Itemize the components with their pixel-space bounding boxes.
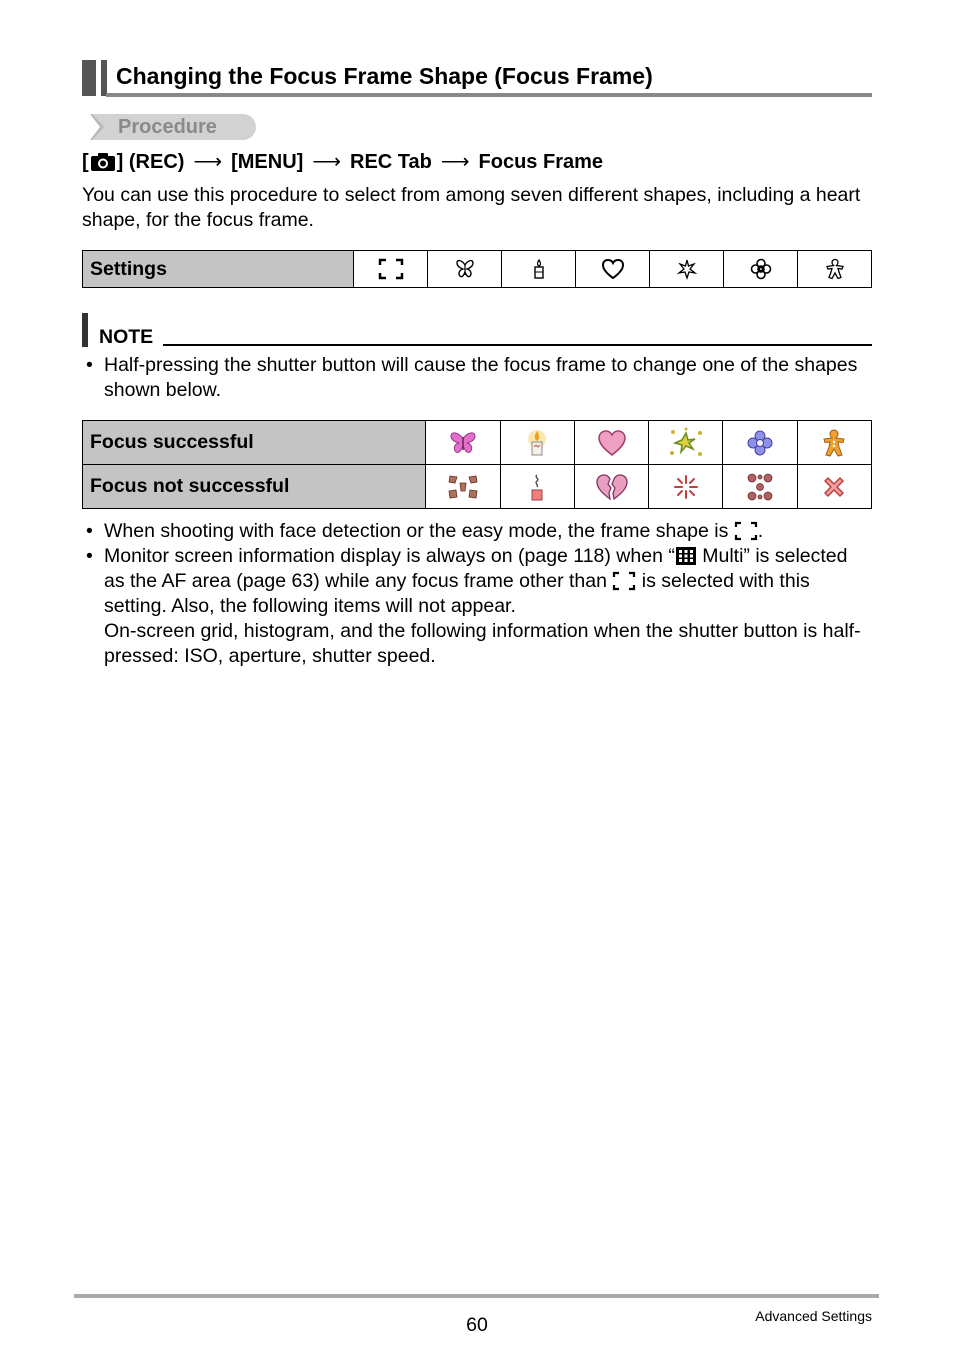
sparkle-outline-icon bbox=[676, 258, 698, 280]
bullet-text-end: . bbox=[757, 520, 764, 542]
section-rule bbox=[106, 93, 872, 97]
bullet-text-cont: is selected with this setting. Also, the following items will not appear. bbox=[104, 570, 810, 617]
candle-outline-icon bbox=[530, 258, 548, 280]
camera-icon bbox=[90, 152, 116, 172]
item-step: Focus Frame bbox=[478, 151, 604, 173]
heart-outline-icon bbox=[601, 258, 625, 280]
flower-icon bbox=[746, 429, 774, 457]
rec-close: ] (REC) bbox=[116, 151, 185, 173]
bullet-text: Monitor screen information display is always on (page 118) when “ bbox=[104, 545, 675, 567]
bullet-symbol: • bbox=[86, 545, 93, 567]
bullet-text-cont: Multi” is selected as the AF area (page 63) while any focus frame other than bbox=[104, 545, 848, 592]
focus-successful-label: Focus successful bbox=[83, 421, 426, 465]
menu-path bbox=[82, 148, 603, 176]
focus-not-successful-label: Focus not successful bbox=[83, 465, 426, 509]
bullet-symbol: • bbox=[86, 520, 93, 542]
bracket-frame-icon bbox=[734, 521, 758, 541]
bullet-text: Half-pressing the shutter button will cause the focus frame to change one of the shapes shown below. bbox=[104, 354, 858, 401]
broken-heart-icon bbox=[594, 473, 630, 501]
note-bullet bbox=[82, 519, 872, 544]
intro-paragraph: You can use this procedure to select from among seven different shapes, including a heart shape, for the focus frame. bbox=[82, 184, 861, 231]
bracket-frame-icon bbox=[612, 571, 636, 591]
sparkle-icon bbox=[667, 427, 705, 459]
note-label: NOTE bbox=[99, 326, 154, 348]
multi-af-icon bbox=[675, 546, 697, 566]
arrow-icon: ⟶ bbox=[193, 151, 223, 173]
candle-icon bbox=[522, 428, 552, 458]
x-cross-icon bbox=[821, 474, 847, 500]
chevron-icon bbox=[82, 114, 104, 140]
rec-open: [ bbox=[82, 151, 89, 173]
footer-rule bbox=[74, 1294, 879, 1298]
candle-out-icon bbox=[526, 472, 548, 502]
note-bullet bbox=[82, 353, 872, 403]
bullet-symbol: • bbox=[86, 354, 93, 376]
gingerbread-icon bbox=[820, 428, 848, 458]
scattered-petals-icon bbox=[745, 472, 775, 502]
settings-table bbox=[82, 250, 872, 288]
note-rule bbox=[163, 344, 872, 346]
bullet-text-cont: On-screen grid, histogram, and the following information when the shutter button is half-pressed: ISO, aperture, shutter speed. bbox=[104, 620, 861, 667]
settings-header: Settings bbox=[83, 251, 354, 288]
menu-step: [MENU] bbox=[231, 151, 304, 173]
note-bullet bbox=[82, 544, 872, 669]
butterfly-broken-icon bbox=[446, 473, 480, 501]
section-title: Changing the Focus Frame Shape (Focus Frame) bbox=[116, 63, 653, 89]
section-header-bars bbox=[82, 60, 110, 96]
butterfly-icon bbox=[448, 429, 478, 457]
page-number: 60 bbox=[466, 1314, 488, 1336]
tab-step: REC Tab bbox=[350, 151, 432, 173]
butterfly-outline-icon bbox=[454, 258, 476, 280]
procedure-label: Procedure bbox=[118, 116, 217, 138]
arrow-icon: ⟶ bbox=[440, 151, 470, 173]
heart-icon bbox=[597, 429, 627, 457]
note-bar bbox=[82, 313, 88, 347]
flower-outline-icon bbox=[750, 258, 772, 280]
footer-section-label: Advanced Settings bbox=[755, 1308, 872, 1324]
bracket-frame-icon bbox=[378, 258, 404, 280]
focus-table bbox=[82, 420, 872, 509]
sparkle-burst-icon bbox=[673, 474, 699, 500]
arrow-icon: ⟶ bbox=[312, 151, 341, 173]
gingerbread-outline-icon bbox=[824, 258, 846, 280]
bullet-text: When shooting with face detection or the easy mode, the frame shape is bbox=[104, 520, 734, 542]
